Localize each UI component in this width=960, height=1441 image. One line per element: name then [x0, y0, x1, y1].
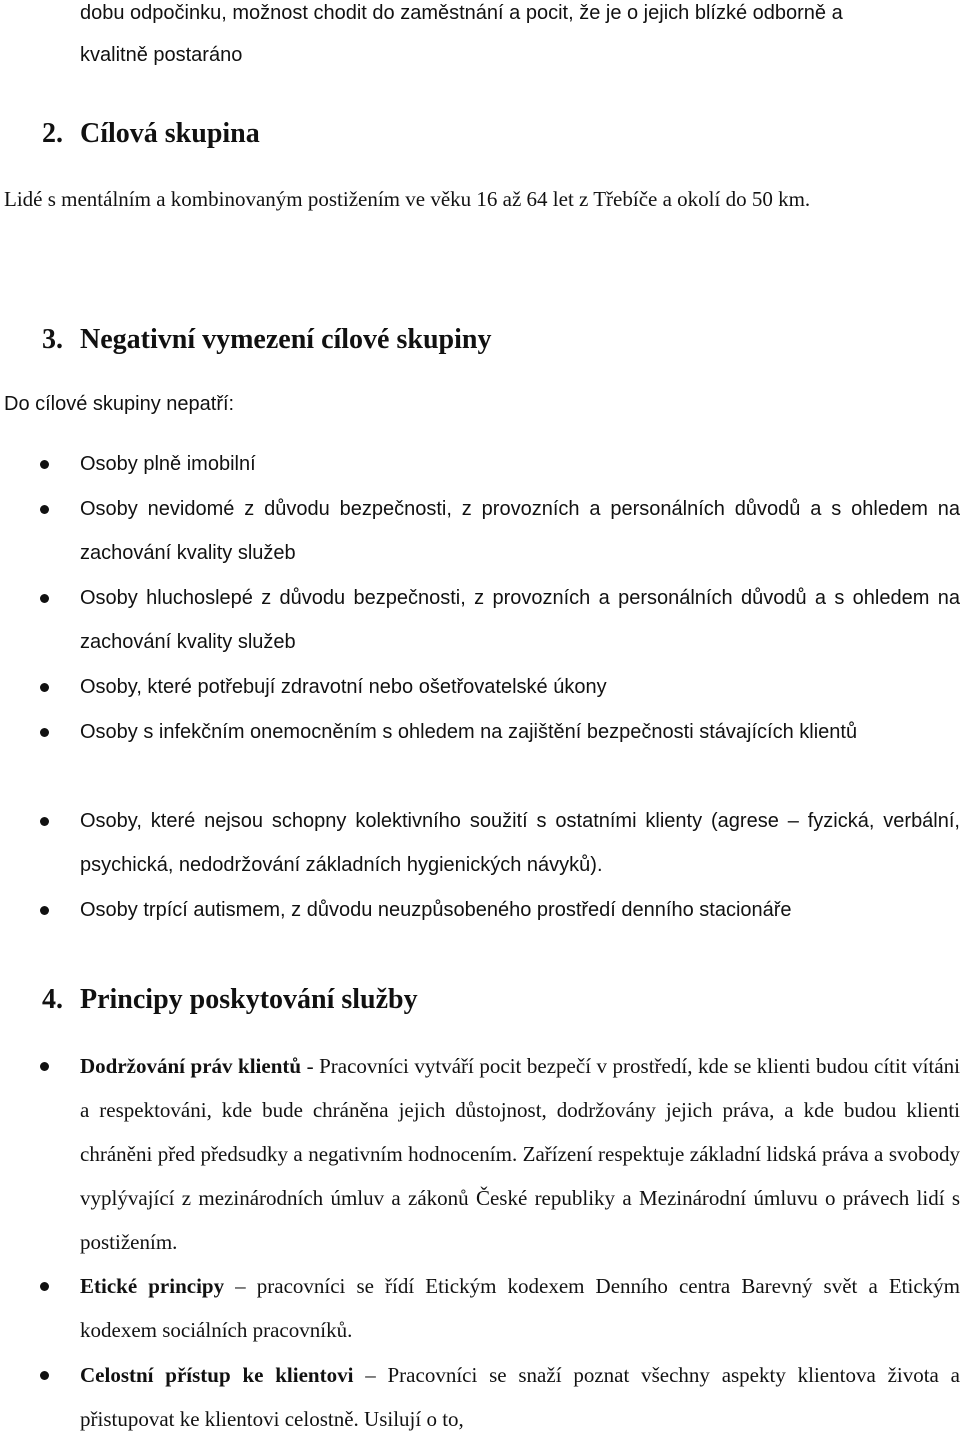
- bullet-icon: [40, 817, 49, 826]
- principle-term: Etické principy: [80, 1274, 225, 1298]
- principle-item-1: [80, 1044, 960, 1264]
- bullet-icon: [40, 505, 49, 514]
- bullet-icon: [40, 594, 49, 603]
- principle-term: Dodržování práv klientů: [80, 1054, 302, 1078]
- bullet-icon: [40, 1371, 49, 1380]
- principle-term: Celostní přístup ke klientovi: [80, 1363, 354, 1387]
- section-3-title: Negativní vymezení cílové skupiny: [80, 324, 492, 355]
- intro-line-2: kvalitně postaráno: [80, 44, 243, 66]
- section-2-heading: [42, 116, 260, 152]
- exclusion-item-7: Osoby trpící autismem, z důvodu neuzpůsobeného prostředí denního stacionáře: [80, 899, 792, 921]
- principle-item-3: [80, 1353, 960, 1441]
- principle-text: - Pracovníci vytváří pocit bezpečí v prostředí, kde se klienti budou cítit vítáni a respektováni, kde bude chráněna jejich důstojnost, dodržovány jejich práva, a kde budou klienti chráněni před předsudky a negativním hodnocením. Zařízení respektuje základní lidská práva a svobody vyplývající z mezinárodních úmluv a zákonů České republiky a Mezinárodní úmluvu o právech lidí s postižením.: [80, 1054, 960, 1254]
- bullet-icon: [40, 1062, 49, 1071]
- section-4-number: 4.: [42, 984, 63, 1015]
- section-3-lead: Do cílové skupiny nepatří:: [4, 393, 235, 415]
- section-4-heading: [42, 982, 418, 1018]
- exclusion-item-5: Osoby s infekčním onemocněním s ohledem na zajištění bezpečnosti stávajících klientů: [80, 721, 858, 743]
- bullet-icon: [40, 683, 49, 692]
- bullet-icon: [40, 460, 49, 469]
- section-3-number: 3.: [42, 324, 63, 355]
- bullet-icon: [40, 906, 49, 915]
- exclusion-item-4: Osoby, které potřebují zdravotní nebo ošetřovatelské úkony: [80, 676, 607, 698]
- principle-item-2: [80, 1264, 960, 1352]
- section-2-number: 2.: [42, 118, 63, 149]
- section-3-heading: [42, 322, 491, 358]
- intro-line-1: dobu odpočinku, možnost chodit do zaměstnání a pocit, že je o jejich blízké odborně a: [80, 2, 843, 24]
- principle-text: – Pracovníci se snaží poznat všechny aspekty klientova života a přistupovat ke klientovi celostně. Usilují o to,: [80, 1363, 960, 1431]
- principle-text: – pracovníci se řídí Etickým kodexem Denního centra Barevný svět a Etickým kodexem sociálních pracovníků.: [80, 1274, 960, 1342]
- section-2-title: Cílová skupina: [80, 118, 260, 149]
- bullet-icon: [40, 1282, 49, 1291]
- exclusion-item-2: Osoby nevidomé z důvodu bezpečnosti, z provozních a personálních důvodů a s ohledem na zachování kvality služeb: [80, 498, 960, 564]
- exclusion-item-3: Osoby hluchoslepé z důvodu bezpečnosti, z provozních a personálních důvodů a s ohledem na zachování kvality služeb: [80, 587, 960, 653]
- section-2-text: Lidé s mentálním a kombinovaným postižením ve věku 16 až 64 let z Třebíče a okolí do 50 km.: [4, 187, 811, 211]
- section-4-title: Principy poskytování služby: [80, 984, 418, 1015]
- bullet-icon: [40, 728, 49, 737]
- exclusion-item-1: Osoby plně imobilní: [80, 453, 256, 475]
- exclusion-item-6: Osoby, které nejsou schopny kolektivního soužití s ostatními klienty (agrese – fyzická, verbální, psychická, nedodržování základních hygienických návyků).: [80, 810, 960, 876]
